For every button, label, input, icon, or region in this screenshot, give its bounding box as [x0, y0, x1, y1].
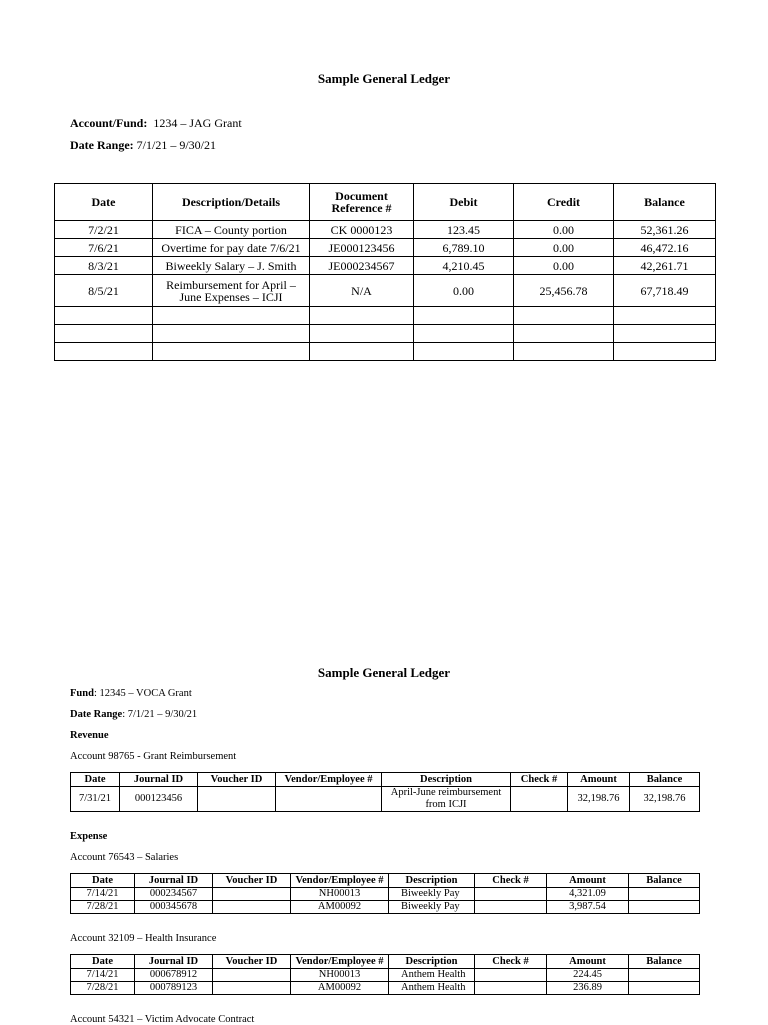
revenue-account-label: Account 98765 - Grant Reimbursement [70, 751, 237, 762]
cell-credit: 0.00 [514, 239, 614, 257]
header-debit: Debit [414, 184, 514, 221]
cell-empty [614, 343, 716, 361]
cell-empty [414, 325, 514, 343]
cell-document-reference: JE000123456 [310, 239, 414, 257]
cell-description: April-June reimbursement from ICJI [382, 787, 511, 812]
cell-description: Biweekly Pay [389, 901, 475, 914]
cell-vendor-employee: NH00013 [291, 969, 389, 982]
cell-date: 7/14/21 [71, 888, 135, 901]
cell-voucher-id [198, 787, 276, 812]
date-range-label-2: Date Range [70, 709, 123, 720]
cell-debit: 0.00 [414, 275, 514, 307]
cell-date: 7/31/21 [71, 787, 120, 812]
cell-description: Biweekly Pay [389, 888, 475, 901]
table-row [55, 239, 716, 257]
cell-balance: 52,361.26 [614, 221, 716, 239]
cell-balance [629, 888, 700, 901]
cell-document-reference: N/A [310, 275, 414, 307]
cell-description: Biweekly Salary – J. Smith [153, 257, 310, 275]
header-amount: Amount [547, 955, 629, 969]
table-header-row [71, 773, 700, 787]
cell-empty [55, 307, 153, 325]
account-fund-line [70, 116, 242, 131]
cell-voucher-id [213, 982, 291, 995]
header-check: Check # [511, 773, 568, 787]
header-vendor-employee: Vendor/Employee # [291, 874, 389, 888]
cell-date: 7/28/21 [71, 982, 135, 995]
cell-empty [310, 325, 414, 343]
header-balance: Balance [630, 773, 700, 787]
salaries-account-label: Account 76543 – Salaries [70, 852, 179, 863]
table-row [71, 787, 700, 812]
cell-balance [629, 969, 700, 982]
cell-vendor-employee: AM00092 [291, 901, 389, 914]
cell-debit: 123.45 [414, 221, 514, 239]
cell-journal-id: 000123456 [120, 787, 198, 812]
cell-date: 7/28/21 [71, 901, 135, 914]
cell-document-reference: JE000234567 [310, 257, 414, 275]
salaries-table [70, 873, 700, 914]
cell-credit: 0.00 [514, 257, 614, 275]
cell-empty [310, 343, 414, 361]
fund-label: Fund [70, 688, 94, 699]
cell-journal-id: 000234567 [135, 888, 213, 901]
table-row [55, 257, 716, 275]
table-row [55, 275, 716, 307]
cell-debit: 6,789.10 [414, 239, 514, 257]
table-row-empty [55, 343, 716, 361]
table-row [71, 888, 700, 901]
cell-voucher-id [213, 901, 291, 914]
cell-date: 7/6/21 [55, 239, 153, 257]
expense-heading: Expense [70, 831, 108, 842]
cell-journal-id: 000678912 [135, 969, 213, 982]
cell-balance: 46,472.16 [614, 239, 716, 257]
cell-empty [153, 307, 310, 325]
header-date: Date [71, 773, 120, 787]
header-date: Date [71, 874, 135, 888]
cell-balance: 42,261.71 [614, 257, 716, 275]
header-date: Date [71, 955, 135, 969]
header-balance: Balance [614, 184, 716, 221]
victim-account-label: Account 54321 – Victim Advocate Contract [70, 1014, 255, 1025]
header-balance: Balance [629, 874, 700, 888]
cell-credit: 25,456.78 [514, 275, 614, 307]
cell-description: Anthem Health [389, 969, 475, 982]
date-range-label: Date Range: [70, 138, 134, 152]
table-header-row [71, 874, 700, 888]
ledger-table [54, 183, 716, 361]
table-row [71, 982, 700, 995]
header-description: Description/Details [153, 184, 310, 221]
header-description: Description [389, 874, 475, 888]
header-journal-id: Journal ID [120, 773, 198, 787]
table-row [71, 901, 700, 914]
revenue-heading: Revenue [70, 730, 109, 741]
health-table [70, 954, 700, 995]
cell-date: 8/5/21 [55, 275, 153, 307]
cell-empty [514, 307, 614, 325]
cell-description: FICA – County portion [153, 221, 310, 239]
header-journal-id: Journal ID [135, 874, 213, 888]
header-credit: Credit [514, 184, 614, 221]
date-range-value-2: : 7/1/21 – 9/30/21 [122, 709, 198, 720]
cell-balance [629, 901, 700, 914]
header-amount: Amount [547, 874, 629, 888]
cell-description: Overtime for pay date 7/6/21 [153, 239, 310, 257]
fund-value: : 12345 – VOCA Grant [93, 688, 192, 699]
cell-empty [514, 343, 614, 361]
cell-amount: 3,987.54 [547, 901, 629, 914]
header-voucher-id: Voucher ID [213, 874, 291, 888]
cell-date: 8/3/21 [55, 257, 153, 275]
date-range-line-2 [70, 709, 197, 720]
cell-empty [55, 325, 153, 343]
fund-line [70, 688, 192, 699]
header-document-reference: Document Reference # [310, 184, 414, 221]
cell-check [475, 888, 547, 901]
header-check: Check # [475, 874, 547, 888]
table-header-row [55, 184, 716, 221]
header-vendor-employee: Vendor/Employee # [291, 955, 389, 969]
cell-date: 7/14/21 [71, 969, 135, 982]
cell-vendor-employee: NH00013 [291, 888, 389, 901]
table-row-empty [55, 307, 716, 325]
cell-document-reference: CK 0000123 [310, 221, 414, 239]
cell-date: 7/2/21 [55, 221, 153, 239]
revenue-table [70, 772, 700, 812]
table-header-row [71, 955, 700, 969]
cell-vendor-employee: AM00092 [291, 982, 389, 995]
health-account-label: Account 32109 – Health Insurance [70, 933, 217, 944]
cell-empty [153, 325, 310, 343]
header-check: Check # [475, 955, 547, 969]
cell-check [475, 901, 547, 914]
cell-description: Anthem Health [389, 982, 475, 995]
cell-balance: 32,198.76 [630, 787, 700, 812]
cell-amount: 32,198.76 [568, 787, 630, 812]
date-range-value: 7/1/21 – 9/30/21 [136, 138, 216, 152]
header-description: Description [382, 773, 511, 787]
cell-description: Reimbursement for April – June Expenses – ICJI [153, 275, 310, 307]
table-row-empty [55, 325, 716, 343]
cell-empty [55, 343, 153, 361]
cell-vendor-employee [276, 787, 382, 812]
cell-balance [629, 982, 700, 995]
cell-check [475, 982, 547, 995]
cell-empty [514, 325, 614, 343]
header-journal-id: Journal ID [135, 955, 213, 969]
cell-empty [614, 325, 716, 343]
cell-amount: 4,321.09 [547, 888, 629, 901]
table-row [71, 969, 700, 982]
cell-debit: 4,210.45 [414, 257, 514, 275]
cell-empty [153, 343, 310, 361]
cell-check [511, 787, 568, 812]
header-voucher-id: Voucher ID [213, 955, 291, 969]
cell-voucher-id [213, 969, 291, 982]
header-voucher-id: Voucher ID [198, 773, 276, 787]
header-date: Date [55, 184, 153, 221]
cell-amount: 236.89 [547, 982, 629, 995]
cell-check [475, 969, 547, 982]
cell-credit: 0.00 [514, 221, 614, 239]
cell-voucher-id [213, 888, 291, 901]
cell-empty [414, 343, 514, 361]
table-row [55, 221, 716, 239]
account-fund-label: Account/Fund: [70, 116, 148, 130]
header-description: Description [389, 955, 475, 969]
page-title: Sample General Ledger [317, 71, 451, 86]
header-vendor-employee: Vendor/Employee # [276, 773, 382, 787]
cell-empty [414, 307, 514, 325]
cell-balance: 67,718.49 [614, 275, 716, 307]
cell-empty [614, 307, 716, 325]
cell-amount: 224.45 [547, 969, 629, 982]
cell-empty [310, 307, 414, 325]
header-balance: Balance [629, 955, 700, 969]
header-amount: Amount [568, 773, 630, 787]
cell-journal-id: 000789123 [135, 982, 213, 995]
cell-journal-id: 000345678 [135, 901, 213, 914]
date-range-line [70, 138, 216, 153]
account-fund-value: 1234 – JAG Grant [153, 116, 242, 130]
page-title-2: Sample General Ledger [317, 665, 451, 680]
